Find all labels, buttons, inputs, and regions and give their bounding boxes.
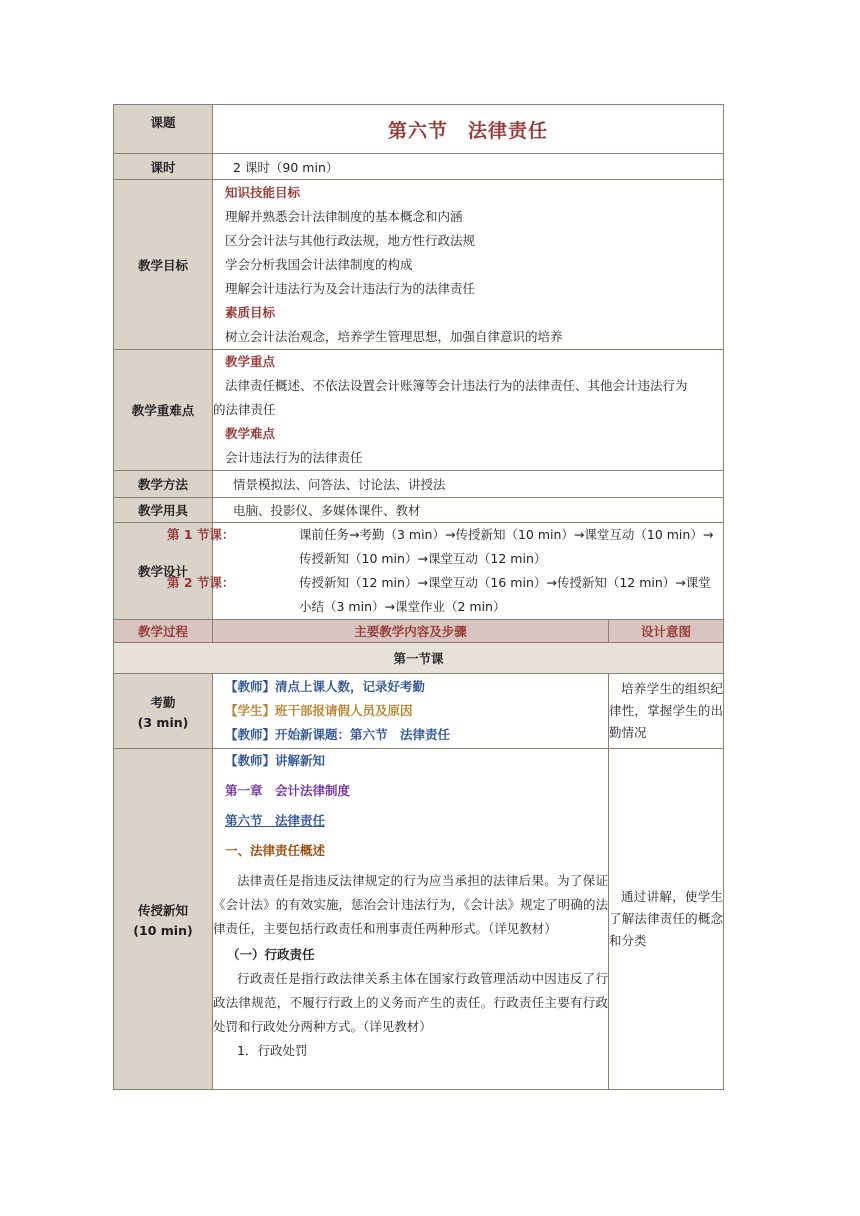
method-value: 情景模拟法、问答法、讨论法、讲授法	[213, 471, 724, 498]
tools-value: 电脑、投影仪、多媒体课件、教材	[213, 498, 724, 523]
paragraph-overview: 法律责任是指违反法律规定的行为应当承担的法律后果。为了保证《会计法》的有效实施，惩治会计违法行为，《会计法》规定了明确的法律责任，主要包括行政责任和刑事责任两种形式。（详见教材）	[213, 873, 608, 936]
attendance-title: 考勤	[150, 694, 176, 710]
lesson-plan-table	[113, 104, 724, 1090]
teacher-step: 【教师】开始新课题：第六节 法律责任	[225, 727, 451, 742]
process-header-row	[114, 620, 724, 643]
hours-value: 2 课时（90 min）	[213, 154, 724, 180]
design-content	[167, 523, 724, 620]
item-admin-penalty: 1．行政处罚	[237, 1043, 308, 1058]
period-1-text: 课前任务→考勤（3 min）→传授新知（10 min）→课堂互动（10 min）→传授新知（10 min）→课堂互动（12 min）	[299, 527, 714, 566]
student-step: 【学生】班干部报请假人员及原因	[225, 703, 413, 718]
method-label: 教学方法	[114, 471, 213, 498]
section-link	[213, 809, 608, 833]
quality-item: 树立会计法治观念，培养学生管理思想，加强自律意识的培养	[225, 328, 563, 344]
newknow-label	[114, 749, 213, 1090]
teacher-step: 【教师】讲解新知	[225, 753, 326, 768]
quality-heading: 素质目标	[225, 304, 276, 320]
paragraph-admin: 行政责任是指行政法律关系主体在国家行政管理活动中因违反了行政法律规范，不履行行政上的义务而产生的责任。行政责任主要有行政处罚和行政处分两种方式。（详见教材）	[213, 971, 608, 1034]
hours-row	[114, 154, 724, 180]
process-col-header: 教学过程	[114, 620, 213, 643]
tools-label: 教学用具	[114, 498, 213, 523]
teacher-step: 【教师】清点上课人数，记录好考勤	[225, 679, 426, 694]
heading-overview: 一、法律责任概述	[225, 843, 326, 858]
objectives-content	[213, 180, 724, 350]
section-title-link: 第六节 法律责任	[225, 813, 326, 828]
attendance-label	[114, 674, 213, 749]
knowledge-heading: 知识技能目标	[225, 184, 301, 200]
intent-col-header: 设计意图	[609, 620, 724, 643]
key-difficult-row	[114, 350, 724, 471]
newknow-row	[114, 749, 724, 1090]
attendance-time: (3 min)	[137, 714, 189, 730]
chapter-title: 第一章 会计法律制度	[225, 783, 351, 798]
key-label: 教学重难点	[114, 350, 213, 471]
hours-label: 课时	[114, 154, 213, 180]
newknow-content	[213, 749, 609, 1090]
topic-row	[114, 105, 724, 154]
period-2-text: 传授新知（12 min）→课堂互动（16 min）→传授新知（12 min）→课堂小结（3 min）→课堂作业（2 min）	[299, 575, 711, 614]
period-2-label: 第 2 节课：	[167, 575, 235, 590]
design-period-2	[167, 571, 723, 619]
knowledge-item: 理解并熟悉会计法律制度的基本概念和内涵	[225, 208, 463, 224]
key-heading: 教学重点	[225, 354, 276, 369]
section-title: 第一节课	[114, 643, 724, 674]
design-label: 教学设计	[114, 523, 213, 620]
section-row	[114, 643, 724, 674]
objectives-label: 教学目标	[114, 180, 213, 350]
method-row	[114, 471, 724, 498]
difficult-heading: 教学难点	[225, 426, 276, 441]
knowledge-item: 理解会计违法行为及会计违法行为的法律责任	[225, 280, 476, 296]
tools-row	[114, 498, 724, 523]
key-text: 法律责任概述、不依法设置会计账簿等会计违法行为的法律责任、其他会计违法行为	[225, 378, 688, 393]
knowledge-item: 区分会计法与其他行政法规，地方性行政法规	[225, 232, 476, 248]
design-row	[114, 523, 724, 620]
newknow-time: (10 min)	[133, 922, 193, 938]
attendance-content	[213, 674, 609, 749]
content-col-header: 主要教学内容及步骤	[213, 620, 609, 643]
key-content	[213, 350, 724, 471]
key-text-cont: 的法律责任	[213, 402, 276, 417]
attendance-intent: 培养学生的组织纪律性，掌握学生的出勤情况	[609, 674, 724, 749]
attendance-row	[114, 674, 724, 749]
heading-admin: （一）行政责任	[227, 947, 315, 962]
knowledge-item: 学会分析我国会计法律制度的构成	[225, 256, 413, 272]
objectives-row	[114, 180, 724, 350]
newknow-intent: 通过讲解，使学生了解法律责任的概念和分类	[609, 749, 724, 1090]
lesson-title: 第六节 法律责任	[213, 105, 724, 154]
design-period-1	[167, 523, 723, 571]
period-1-label: 第 1 节课：	[167, 527, 235, 542]
newknow-title: 传授新知	[137, 902, 188, 918]
difficult-text: 会计违法行为的法律责任	[225, 450, 363, 465]
topic-label: 课题	[114, 105, 213, 154]
